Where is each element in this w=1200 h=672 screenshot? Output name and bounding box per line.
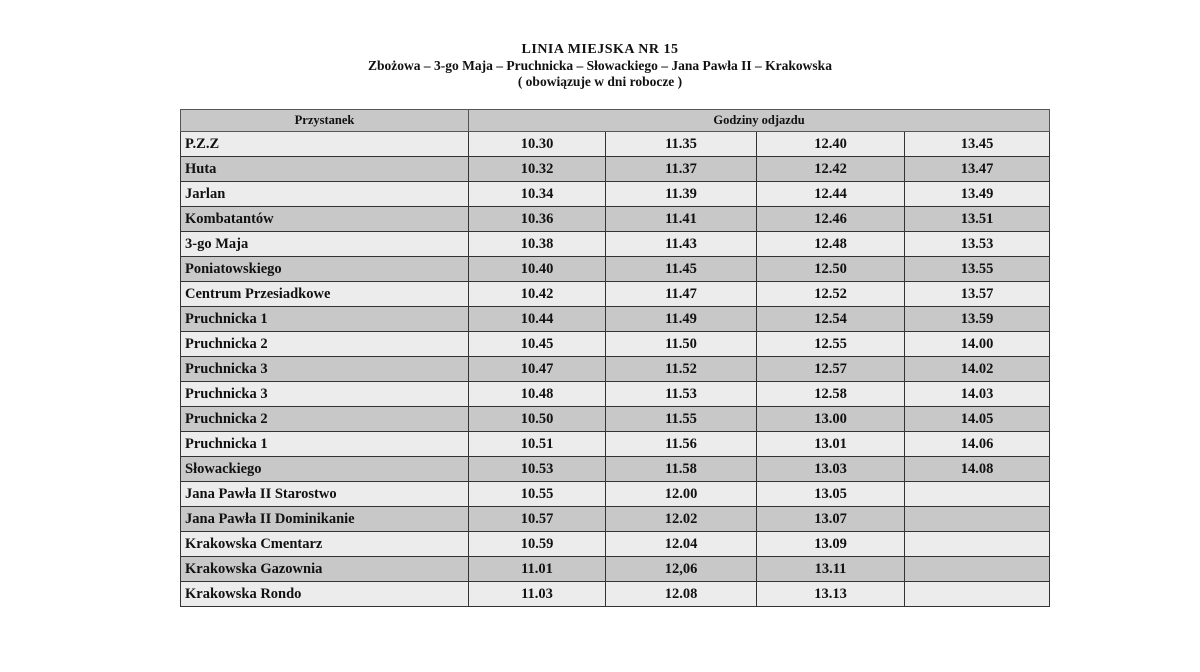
departure-time: 12.48 xyxy=(757,232,905,257)
stop-name: Krakowska Rondo xyxy=(181,582,469,607)
stop-name: Pruchnicka 3 xyxy=(181,357,469,382)
departure-time: 13.49 xyxy=(905,182,1050,207)
departure-time: 10.38 xyxy=(469,232,606,257)
departure-time: 11.53 xyxy=(606,382,757,407)
table-row xyxy=(181,307,1050,332)
departure-time: 11.41 xyxy=(606,207,757,232)
departure-time: 13.59 xyxy=(905,307,1050,332)
table-row xyxy=(181,357,1050,382)
table-row xyxy=(181,257,1050,282)
departure-time: 11.55 xyxy=(606,407,757,432)
departure-time: 13.51 xyxy=(905,207,1050,232)
departure-time xyxy=(905,532,1050,557)
stop-name: Pruchnicka 1 xyxy=(181,432,469,457)
departure-time: 13.01 xyxy=(757,432,905,457)
departure-time: 13.45 xyxy=(905,132,1050,157)
departure-time: 12.50 xyxy=(757,257,905,282)
departure-time: 11.58 xyxy=(606,457,757,482)
departure-time: 10.53 xyxy=(469,457,606,482)
departure-time: 13.11 xyxy=(757,557,905,582)
departure-time: 13.09 xyxy=(757,532,905,557)
stop-name: Pruchnicka 2 xyxy=(181,407,469,432)
departure-time: 14.03 xyxy=(905,382,1050,407)
departure-time: 13.57 xyxy=(905,282,1050,307)
table-row xyxy=(181,182,1050,207)
timetable xyxy=(180,109,1050,607)
departure-time: 11.03 xyxy=(469,582,606,607)
departure-time: 11.56 xyxy=(606,432,757,457)
table-row xyxy=(181,282,1050,307)
departure-time: 10.50 xyxy=(469,407,606,432)
table-row xyxy=(181,507,1050,532)
stop-name: Kombatantów xyxy=(181,207,469,232)
departure-time: 14.00 xyxy=(905,332,1050,357)
table-row xyxy=(181,557,1050,582)
table-row xyxy=(181,432,1050,457)
departure-time xyxy=(905,507,1050,532)
table-row xyxy=(181,582,1050,607)
departure-time: 12.42 xyxy=(757,157,905,182)
stop-name: Poniatowskiego xyxy=(181,257,469,282)
stop-name: Słowackiego xyxy=(181,457,469,482)
departure-time: 11.01 xyxy=(469,557,606,582)
timetable-heading xyxy=(0,42,1200,90)
departure-time: 12.57 xyxy=(757,357,905,382)
departure-time: 14.05 xyxy=(905,407,1050,432)
departure-time: 14.06 xyxy=(905,432,1050,457)
departure-time: 10.30 xyxy=(469,132,606,157)
departure-time: 14.02 xyxy=(905,357,1050,382)
departure-time: 11.50 xyxy=(606,332,757,357)
departure-time: 13.00 xyxy=(757,407,905,432)
timetable-body xyxy=(181,132,1050,607)
departure-time: 13.05 xyxy=(757,482,905,507)
departure-time: 10.51 xyxy=(469,432,606,457)
header-row xyxy=(181,110,1050,132)
stop-name: Pruchnicka 2 xyxy=(181,332,469,357)
departure-time: 10.55 xyxy=(469,482,606,507)
departure-time: 12.54 xyxy=(757,307,905,332)
departure-time: 11.47 xyxy=(606,282,757,307)
departure-time: 13.13 xyxy=(757,582,905,607)
departure-time xyxy=(905,482,1050,507)
departure-time: 12.52 xyxy=(757,282,905,307)
departure-time: 10.34 xyxy=(469,182,606,207)
departure-time: 11.49 xyxy=(606,307,757,332)
validity-note: ( obowiązuje w dni robocze ) xyxy=(517,74,683,89)
departure-time: 12.04 xyxy=(606,532,757,557)
table-row xyxy=(181,232,1050,257)
stop-name: Jana Pawła II Dominikanie xyxy=(181,507,469,532)
table-row xyxy=(181,532,1050,557)
departure-time: 12,06 xyxy=(606,557,757,582)
table-row xyxy=(181,132,1050,157)
departure-time: 12.08 xyxy=(606,582,757,607)
departure-time: 10.48 xyxy=(469,382,606,407)
departure-time: 10.44 xyxy=(469,307,606,332)
table-row xyxy=(181,407,1050,432)
departure-time: 10.36 xyxy=(469,207,606,232)
departure-time xyxy=(905,557,1050,582)
stop-name: P.Z.Z xyxy=(181,132,469,157)
departure-time: 10.42 xyxy=(469,282,606,307)
departure-time: 13.07 xyxy=(757,507,905,532)
table-row xyxy=(181,207,1050,232)
departure-time: 12.00 xyxy=(606,482,757,507)
table-row xyxy=(181,332,1050,357)
stop-name: 3-go Maja xyxy=(181,232,469,257)
departure-time xyxy=(905,582,1050,607)
departure-time: 12.46 xyxy=(757,207,905,232)
header-departure-times: Godziny odjazdu xyxy=(469,110,1050,132)
stop-name: Centrum Przesiadkowe xyxy=(181,282,469,307)
stop-name: Jana Pawła II Starostwo xyxy=(181,482,469,507)
departure-time: 10.57 xyxy=(469,507,606,532)
departure-time: 10.47 xyxy=(469,357,606,382)
departure-time: 11.35 xyxy=(606,132,757,157)
header-stop: Przystanek xyxy=(181,110,469,132)
departure-time: 11.45 xyxy=(606,257,757,282)
table-row xyxy=(181,157,1050,182)
departure-time: 11.43 xyxy=(606,232,757,257)
departure-time: 10.32 xyxy=(469,157,606,182)
table-row xyxy=(181,382,1050,407)
departure-time: 12.02 xyxy=(606,507,757,532)
departure-time: 13.55 xyxy=(905,257,1050,282)
stop-name: Pruchnicka 3 xyxy=(181,382,469,407)
table-row xyxy=(181,457,1050,482)
stop-name: Huta xyxy=(181,157,469,182)
table-row xyxy=(181,482,1050,507)
departure-time: 13.03 xyxy=(757,457,905,482)
departure-time: 11.37 xyxy=(606,157,757,182)
departure-time: 11.39 xyxy=(606,182,757,207)
departure-time: 12.40 xyxy=(757,132,905,157)
route-description: Zbożowa – 3-go Maja – Pruchnicka – Słowackiego – Jana Pawła II – Krakowska xyxy=(368,58,832,73)
departure-time: 12.44 xyxy=(757,182,905,207)
stop-name: Pruchnicka 1 xyxy=(181,307,469,332)
stop-name: Krakowska Cmentarz xyxy=(181,532,469,557)
stop-name: Jarlan xyxy=(181,182,469,207)
departure-time: 10.45 xyxy=(469,332,606,357)
departure-time: 10.40 xyxy=(469,257,606,282)
departure-time: 11.52 xyxy=(606,357,757,382)
departure-time: 13.47 xyxy=(905,157,1050,182)
departure-time: 14.08 xyxy=(905,457,1050,482)
stop-name: Krakowska Gazownia xyxy=(181,557,469,582)
departure-time: 13.53 xyxy=(905,232,1050,257)
line-title: LINIA MIEJSKA NR 15 xyxy=(521,42,679,57)
departure-time: 12.58 xyxy=(757,382,905,407)
departure-time: 10.59 xyxy=(469,532,606,557)
departure-time: 12.55 xyxy=(757,332,905,357)
